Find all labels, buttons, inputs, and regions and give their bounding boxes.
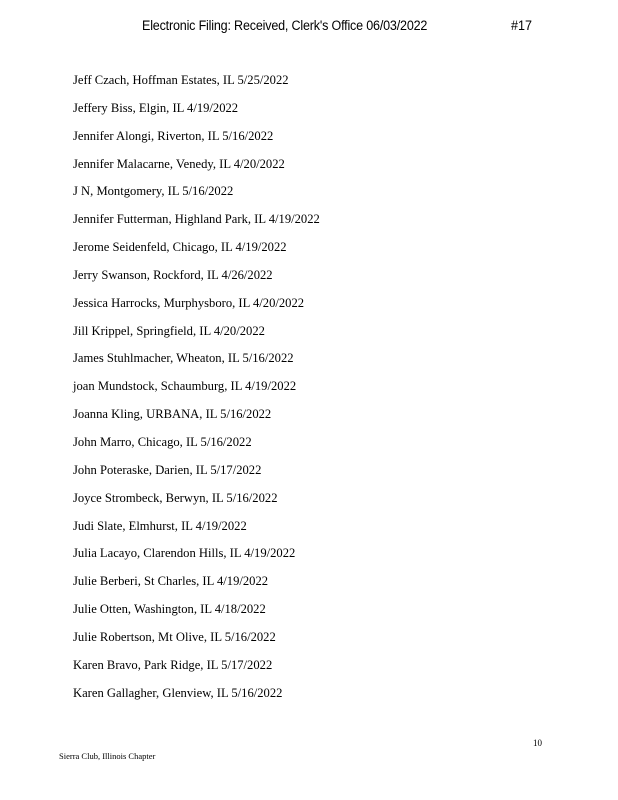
signatory-entry: John Marro, Chicago, IL 5/16/2022 [73,434,252,449]
signatory-entry: Jeff Czach, Hoffman Estates, IL 5/25/2022 [73,73,289,87]
signatory-entry: Julie Berberi, St Charles, IL 4/19/2022 [73,574,269,589]
signatory-entry: Jessica Harrocks, Murphysboro, IL 4/20/2022 [73,295,305,310]
footer-organization: Sierra Club, Illinois Chapter [59,751,156,761]
signatory-entry: Karen Bravo, Park Ridge, IL 5/17/2022 [73,657,273,672]
signatory-entry: Julie Robertson, Mt Olive, IL 5/16/2022 [73,629,276,644]
signatory-entry: Jerry Swanson, Rockford, IL 4/26/2022 [73,267,273,282]
exhibit-number: #17 [511,18,532,33]
signatory-entry: Jeffery Biss, Elgin, IL 4/19/2022 [73,100,239,115]
signatory-entry: J N, Montgomery, IL 5/16/2022 [73,184,234,199]
signatory-entry: Joanna Kling, URBANA, IL 5/16/2022 [73,407,272,422]
signatory-entry: Karen Gallagher, Glenview, IL 5/16/2022 [73,685,283,700]
signatory-list [73,72,320,712]
signatory-entry: Jennifer Futterman, Highland Park, IL 4/19/2022 [73,212,320,227]
signatory-entry: Jennifer Malacarne, Venedy, IL 4/20/2022 [73,156,285,171]
signatory-entry: John Poteraske, Darien, IL 5/17/2022 [73,462,262,477]
signatory-entry: Judi Slate, Elmhurst, IL 4/19/2022 [73,518,247,533]
signatory-entry: Jerome Seidenfeld, Chicago, IL 4/19/2022 [73,240,287,255]
signatory-entry: Jill Krippel, Springfield, IL 4/20/2022 [73,323,265,338]
signatory-entry: Julia Lacayo, Clarendon Hills, IL 4/19/2022 [73,546,296,561]
page-number: 10 [533,738,542,748]
signatory-entry: James Stuhlmacher, Wheaton, IL 5/16/2022 [73,351,294,366]
signatory-entry: Jennifer Alongi, Riverton, IL 5/16/2022 [73,128,274,143]
signatory-entry: Joyce Strombeck, Berwyn, IL 5/16/2022 [73,490,278,505]
filing-stamp-header: Electronic Filing: Received, Clerk's Office 06/03/2022 [142,18,428,33]
signatory-entry: joan Mundstock, Schaumburg, IL 4/19/2022 [73,379,297,394]
signatory-entry: Julie Otten, Washington, IL 4/18/2022 [73,602,266,617]
